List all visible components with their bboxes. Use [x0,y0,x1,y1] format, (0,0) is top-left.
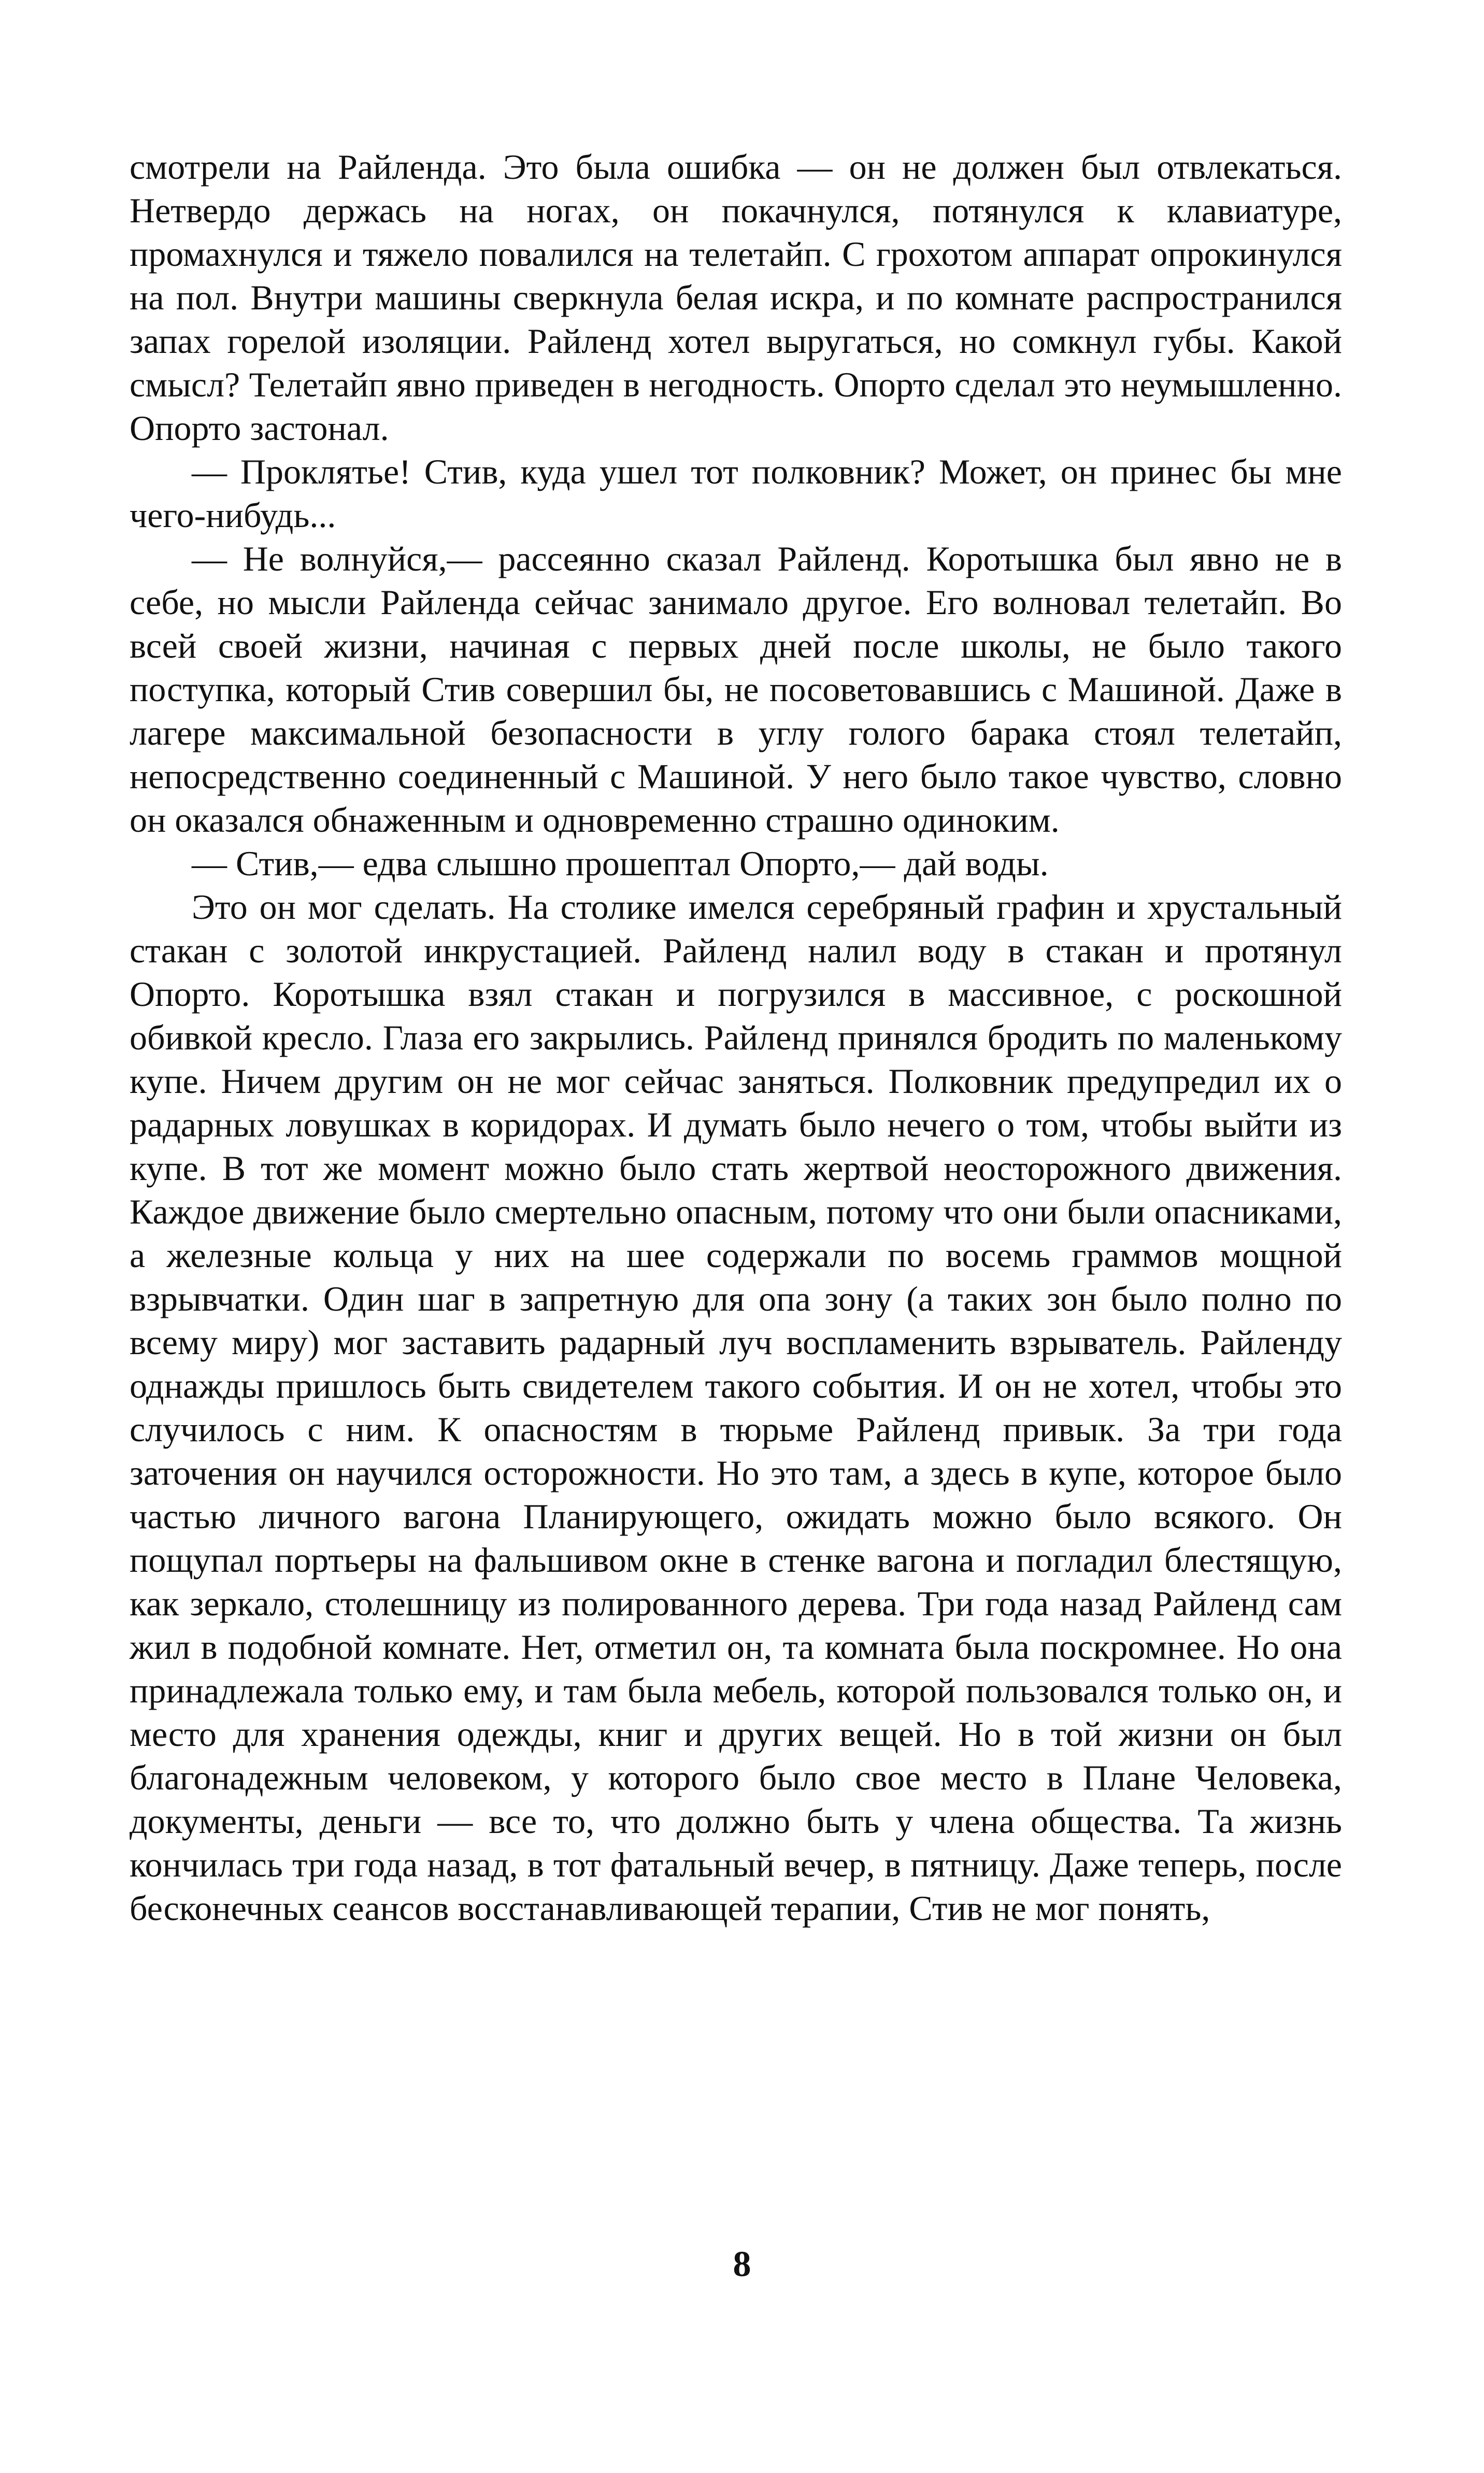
page-number: 8 [733,2244,751,2284]
paragraph-dialogue-opporto: — Проклятье! Стив, куда ушел тот полковник? Может, он принес бы мне чего-нибудь... [130,452,1342,535]
paragraph-dialogue-ryland: — Не волнуйся,— рассеянно сказал Райленд. Коротышка был явно не в себе, но мысли Райленда сейчас занимало другое. Его волновал телетайп. Во всей своей жизни, начиная с первых дней после школы, не было такого поступка, который Стив совершил бы, не посоветовавшись с Машиной. Даже в лагере максимальной безопасности в углу голого барака стоял телетайп, непосредственно соединенный с Машиной. У него было такое чувство, словно он оказался обнаженным и одновременно страшно одиноким. [130,539,1342,840]
paragraph-continued: смотрели на Райленда. Это была ошибка — он не должен был отвлекаться. Нетвердо держась на ногах, он покачнулся, потянулся к клавиатуре, промахнулся и тяжело повалился на телетайп. С грохотом аппарат опрокинулся на пол. Внутри машины сверкнула белая искра, и по комнате распространился запах горелой изоляции. Райленд хотел выругаться, но сомкнул губы. Какой смысл? Телетайп явно приведен в негодность. Опорто сделал это неумышленно. Опорто застонал. [130,147,1342,448]
paragraph-dialogue-water: — Стив,— едва слышно прошептал Опорто,— дай воды. [192,844,1049,883]
page-body [130,145,1342,1930]
paragraph-narrative: Это он мог сделать. На столике имелся серебряный графин и хрустальный стакан с золотой инкрустацией. Райленд налил воду в стакан и протянул Опорто. Коротышка взял стакан и погрузился в массивное, с роскошной обивкой кресло. Глаза его закрылись. Райленд принялся бродить по маленькому купе. Ничем другим он не мог сейчас заняться. Полковник предупредил их о радарных ловушках в коридорах. И думать было нечего о том, чтобы выйти из купе. В тот же момент можно было стать жертвой неосторожного движения. Каждое движение было смертельно опасным, потому что они были опасниками, а железные кольца у них на шее содержали по восемь граммов мощной взрывчатки. Один шаг в запретную для опа зону (а таких зон было полно по всему миру) мог заставить радарный луч воспламенить взрыватель. Райленду однажды пришлось быть свидетелем такого события. И он не хотел, чтобы это случилось с ним. К опасностям в тюрьме Райленд привык. За три года заточения он научился осторожности. Но это там, а здесь в купе, которое было частью личного вагона Планирующего, ожидать можно было всякого. Он пощупал портьеры на фальшивом окне в стенке вагона и погладил блестящую, как зеркало, столешницу из полированного дерева. Три года назад Райленд сам жил в подобной комнате. Нет, отметил он, та комната была поскромнее. Но она принадлежала только ему, и там была мебель, которой пользовался только он, и место для хранения одежды, книг и других вещей. Но в той жизни он был благонадежным человеком, у которого было свое место в Плане Человека, документы, деньги — все то, что должно быть у члена общества. Та жизнь кончилась три года назад, в тот фатальный вечер, в пятницу. Даже теперь, после бесконечных сеансов восстанавливающей терапии, Стив не мог понять, [130,887,1342,1928]
